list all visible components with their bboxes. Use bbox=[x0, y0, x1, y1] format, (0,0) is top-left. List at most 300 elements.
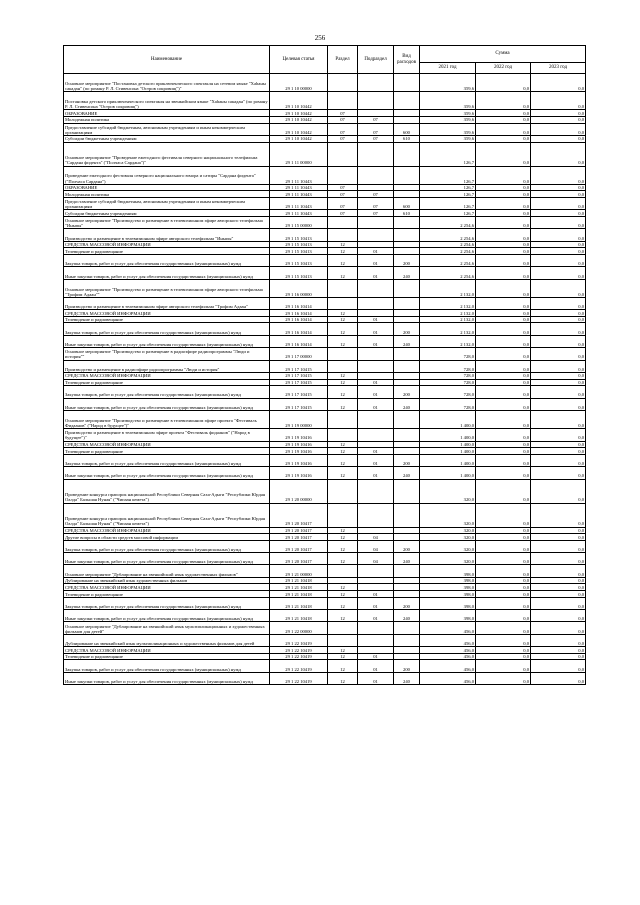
cell-subsection bbox=[358, 577, 394, 584]
table-row bbox=[64, 135, 586, 142]
cell-2021: 359,6 bbox=[420, 135, 476, 142]
table-row bbox=[64, 448, 586, 455]
cell-target: 29 1 15 00000 bbox=[270, 216, 328, 228]
cell-2022: 0,0 bbox=[476, 372, 531, 379]
cell-target: 29 1 21 10418 bbox=[270, 597, 328, 609]
cell-target: 29 1 16 10414 bbox=[270, 323, 328, 335]
cell-subsection: 01 bbox=[358, 379, 394, 386]
table-row bbox=[64, 248, 586, 255]
cell-subsection bbox=[358, 584, 394, 591]
cell-target: 29 1 16 10414 bbox=[270, 297, 328, 309]
cell-name: СРЕДСТВА МАССОВОЙ ИНФОРМАЦИИ bbox=[64, 310, 270, 317]
cell-2023: 0,0 bbox=[531, 210, 586, 217]
cell-2021: 359,6 bbox=[420, 92, 476, 110]
cell-2021: 2 254,6 bbox=[420, 254, 476, 266]
cell-subsection: 04 bbox=[358, 540, 394, 552]
table-row bbox=[64, 372, 586, 379]
cell-section bbox=[328, 479, 358, 503]
cell-2021: 728,0 bbox=[420, 372, 476, 379]
cell-expense-type bbox=[394, 297, 420, 309]
cell-section: 12 bbox=[328, 398, 358, 410]
cell-target: 29 1 21 10418 bbox=[270, 584, 328, 591]
cell-section: 12 bbox=[328, 379, 358, 386]
cell-expense-type bbox=[394, 584, 420, 591]
table-row bbox=[64, 210, 586, 217]
cell-subsection: 01 bbox=[358, 248, 394, 255]
cell-2021: 359,6 bbox=[420, 74, 476, 92]
cell-expense-type bbox=[394, 379, 420, 386]
cell-2022: 0,0 bbox=[476, 279, 531, 297]
page-number: 256 bbox=[314, 34, 326, 42]
cell-2021: 728,0 bbox=[420, 398, 476, 410]
cell-section: 07 bbox=[328, 184, 358, 191]
cell-2022: 0,0 bbox=[476, 479, 531, 503]
cell-2022: 0,0 bbox=[476, 398, 531, 410]
cell-section: 12 bbox=[328, 660, 358, 672]
cell-expense-type bbox=[394, 229, 420, 241]
cell-2023: 0,0 bbox=[531, 360, 586, 372]
cell-name: Иные закупки товаров, работ и услуг для обеспечения государственных (муниципальных) нужд bbox=[64, 672, 270, 684]
cell-expense-type: 240 bbox=[394, 267, 420, 279]
cell-name: Телевидение и радиовещание bbox=[64, 316, 270, 323]
cell-2021: 1 400,0 bbox=[420, 448, 476, 455]
cell-2021: 728,0 bbox=[420, 379, 476, 386]
cell-2021: 359,6 bbox=[420, 123, 476, 135]
header-sum: Сумма bbox=[420, 46, 586, 63]
cell-expense-type bbox=[394, 279, 420, 297]
cell-subsection: 07 bbox=[358, 197, 394, 209]
cell-2021: 359,6 bbox=[420, 116, 476, 123]
cell-2022: 0,0 bbox=[476, 216, 531, 228]
cell-target: 29 1 11 00000 bbox=[270, 142, 328, 166]
table-row bbox=[64, 634, 586, 646]
cell-section: 12 bbox=[328, 467, 358, 479]
cell-target: 29 1 17 10415 bbox=[270, 379, 328, 386]
budget-table bbox=[63, 45, 586, 685]
header-2021: 2021 год bbox=[420, 63, 476, 74]
cell-2021: 1 400,0 bbox=[420, 441, 476, 448]
cell-section: 07 bbox=[328, 135, 358, 142]
cell-2021: 2 132,0 bbox=[420, 279, 476, 297]
table-row bbox=[64, 348, 586, 360]
cell-2022: 0,0 bbox=[476, 254, 531, 266]
cell-subsection bbox=[358, 229, 394, 241]
cell-name: СРЕДСТВА МАССОВОЙ ИНФОРМАЦИИ bbox=[64, 441, 270, 448]
cell-2022: 0,0 bbox=[476, 660, 531, 672]
cell-2023: 0,0 bbox=[531, 279, 586, 297]
cell-2023: 0,0 bbox=[531, 634, 586, 646]
cell-target: 29 1 10 00000 bbox=[270, 74, 328, 92]
cell-subsection: 01 bbox=[358, 448, 394, 455]
cell-section bbox=[328, 622, 358, 634]
table-row bbox=[64, 647, 586, 654]
cell-name: Телевидение и радиовещание bbox=[64, 248, 270, 255]
cell-2021: 1 400,0 bbox=[420, 410, 476, 428]
cell-subsection: 07 bbox=[358, 191, 394, 198]
cell-subsection: 01 bbox=[358, 267, 394, 279]
cell-section bbox=[328, 142, 358, 166]
cell-section bbox=[328, 348, 358, 360]
cell-target: 29 1 22 10419 bbox=[270, 672, 328, 684]
cell-2021: 2 254,6 bbox=[420, 216, 476, 228]
cell-name: Основное мероприятие "Дублирование на эвенкийский язык мультипликационных и художественных фильмов для детей" bbox=[64, 622, 270, 634]
cell-2021: 126,7 bbox=[420, 142, 476, 166]
table-row bbox=[64, 241, 586, 248]
cell-subsection bbox=[358, 565, 394, 577]
cell-2022: 0,0 bbox=[476, 135, 531, 142]
cell-expense-type bbox=[394, 591, 420, 598]
cell-name: Иные закупки товаров, работ и услуг для обеспечения государственных (муниципальных) нужд bbox=[64, 467, 270, 479]
header-2022: 2022 год bbox=[476, 63, 531, 74]
cell-target: 29 1 10 10442 bbox=[270, 92, 328, 110]
cell-2021: 398,0 bbox=[420, 584, 476, 591]
cell-expense-type: 200 bbox=[394, 597, 420, 609]
cell-expense-type bbox=[394, 653, 420, 660]
cell-target: 29 1 17 00000 bbox=[270, 348, 328, 360]
cell-2022: 0,0 bbox=[476, 123, 531, 135]
cell-2023: 0,0 bbox=[531, 467, 586, 479]
cell-2022: 0,0 bbox=[476, 348, 531, 360]
cell-expense-type bbox=[394, 441, 420, 448]
cell-name: Постановка детского приключенческого спектакля на эвенкийском языке "Хаһаны сакадан" (по роману Р. Л. Стивенсона "Остров сокровищ") bbox=[64, 92, 270, 110]
cell-expense-type bbox=[394, 622, 420, 634]
cell-subsection bbox=[358, 634, 394, 646]
cell-target: 29 1 22 10419 bbox=[270, 653, 328, 660]
cell-2022: 0,0 bbox=[476, 597, 531, 609]
cell-subsection: 01 bbox=[358, 610, 394, 622]
cell-section: 07 bbox=[328, 110, 358, 117]
cell-section: 07 bbox=[328, 123, 358, 135]
cell-expense-type: 200 bbox=[394, 540, 420, 552]
cell-name: Молодежная политика bbox=[64, 116, 270, 123]
cell-name: Производство и размещение в телевизионном эфире авторского телефильма "Трофим Адаан" bbox=[64, 297, 270, 309]
cell-name: Иные закупки товаров, работ и услуг для обеспечения государственных (муниципальных) нужд bbox=[64, 267, 270, 279]
cell-2023: 0,0 bbox=[531, 74, 586, 92]
cell-name: Другие вопросы в области средств массовой информации bbox=[64, 534, 270, 541]
cell-2022: 0,0 bbox=[476, 448, 531, 455]
cell-section: 07 bbox=[328, 116, 358, 123]
cell-target: 29 1 22 10419 bbox=[270, 634, 328, 646]
cell-2022: 0,0 bbox=[476, 591, 531, 598]
cell-2022: 0,0 bbox=[476, 197, 531, 209]
cell-2022: 0,0 bbox=[476, 672, 531, 684]
cell-name: Проведение ежегодного фестиваля северного национального юмора и сатиры "Сардана фидента" ("Полчаса Сардана") bbox=[64, 166, 270, 184]
cell-2023: 0,0 bbox=[531, 379, 586, 386]
cell-subsection: 01 bbox=[358, 597, 394, 609]
cell-2023: 0,0 bbox=[531, 323, 586, 335]
cell-section: 12 bbox=[328, 553, 358, 565]
cell-section: 12 bbox=[328, 534, 358, 541]
cell-2022: 0,0 bbox=[476, 386, 531, 398]
cell-section: 07 bbox=[328, 191, 358, 198]
cell-2023: 0,0 bbox=[531, 348, 586, 360]
cell-section bbox=[328, 503, 358, 527]
cell-name: Производство и размещение в телевизионном эфире проекта "Фестиваль фидаанов" ("Народ в будущее")" bbox=[64, 429, 270, 441]
cell-expense-type: 240 bbox=[394, 553, 420, 565]
cell-subsection bbox=[358, 622, 394, 634]
cell-expense-type bbox=[394, 241, 420, 248]
cell-2023: 0,0 bbox=[531, 386, 586, 398]
cell-name: Иные закупки товаров, работ и услуг для обеспечения государственных (муниципальных) нужд bbox=[64, 553, 270, 565]
cell-2023: 0,0 bbox=[531, 565, 586, 577]
cell-2023: 0,0 bbox=[531, 660, 586, 672]
table-row bbox=[64, 316, 586, 323]
cell-name: СРЕДСТВА МАССОВОЙ ИНФОРМАЦИИ bbox=[64, 527, 270, 534]
cell-target: 29 1 20 10417 bbox=[270, 540, 328, 552]
cell-expense-type: 200 bbox=[394, 454, 420, 466]
cell-2023: 0,0 bbox=[531, 184, 586, 191]
cell-target: 29 1 16 10414 bbox=[270, 310, 328, 317]
table-row bbox=[64, 540, 586, 552]
cell-section bbox=[328, 429, 358, 441]
cell-expense-type bbox=[394, 116, 420, 123]
cell-target: 29 1 22 00000 bbox=[270, 622, 328, 634]
cell-target: 29 1 21 10418 bbox=[270, 591, 328, 598]
cell-subsection: 01 bbox=[358, 386, 394, 398]
table-row bbox=[64, 216, 586, 228]
cell-2022: 0,0 bbox=[476, 647, 531, 654]
cell-2022: 0,0 bbox=[476, 527, 531, 534]
cell-name: Производство и размещение в телевизионном эфире авторского телефильма "Иныпы" bbox=[64, 229, 270, 241]
cell-target: 29 1 10 10442 bbox=[270, 123, 328, 135]
cell-section bbox=[328, 634, 358, 646]
cell-2023: 0,0 bbox=[531, 540, 586, 552]
cell-name: Основное мероприятие "Производство и размещение в телевизионном эфире проекта "Фестиваль Фидаанов" ("Народ в будущее")" bbox=[64, 410, 270, 428]
cell-name: СРЕДСТВА МАССОВОЙ ИНФОРМАЦИИ bbox=[64, 241, 270, 248]
cell-subsection bbox=[358, 74, 394, 92]
cell-2022: 0,0 bbox=[476, 584, 531, 591]
cell-target: 29 1 19 10416 bbox=[270, 429, 328, 441]
table-row bbox=[64, 398, 586, 410]
cell-2023: 0,0 bbox=[531, 454, 586, 466]
cell-subsection bbox=[358, 429, 394, 441]
cell-2022: 0,0 bbox=[476, 429, 531, 441]
cell-target: 29 1 21 10418 bbox=[270, 610, 328, 622]
table-row bbox=[64, 297, 586, 309]
cell-2023: 0,0 bbox=[531, 647, 586, 654]
cell-name: Проведение конкурса прапорок национальной Республики Северная Саха-Адыги "Республики Юрдая Оалда" Бальшая Нуная" ("Чипаан кемета") bbox=[64, 503, 270, 527]
cell-target: 29 1 19 10416 bbox=[270, 467, 328, 479]
cell-section: 12 bbox=[328, 653, 358, 660]
table-row bbox=[64, 123, 586, 135]
cell-expense-type bbox=[394, 110, 420, 117]
cell-2022: 0,0 bbox=[476, 166, 531, 184]
cell-expense-type bbox=[394, 360, 420, 372]
cell-expense-type bbox=[394, 142, 420, 166]
cell-section: 12 bbox=[328, 597, 358, 609]
cell-target: 29 1 21 00000 bbox=[270, 565, 328, 577]
cell-2021: 456,0 bbox=[420, 672, 476, 684]
cell-subsection: 01 bbox=[358, 591, 394, 598]
cell-section: 12 bbox=[328, 323, 358, 335]
cell-name: СРЕДСТВА МАССОВОЙ ИНФОРМАЦИИ bbox=[64, 647, 270, 654]
cell-2021: 456,0 bbox=[420, 634, 476, 646]
cell-2021: 398,0 bbox=[420, 597, 476, 609]
cell-name: Закупка товаров, работ и услуг для обеспечения государственных (муниципальных) нужд bbox=[64, 386, 270, 398]
cell-expense-type: 200 bbox=[394, 254, 420, 266]
table-row bbox=[64, 660, 586, 672]
cell-name: Телевидение и радиовещание bbox=[64, 448, 270, 455]
table-row bbox=[64, 565, 586, 577]
cell-2023: 0,0 bbox=[531, 142, 586, 166]
cell-2023: 0,0 bbox=[531, 229, 586, 241]
cell-subsection bbox=[358, 479, 394, 503]
cell-2023: 0,0 bbox=[531, 166, 586, 184]
cell-expense-type bbox=[394, 527, 420, 534]
cell-subsection bbox=[358, 441, 394, 448]
cell-2023: 0,0 bbox=[531, 410, 586, 428]
cell-expense-type: 200 bbox=[394, 323, 420, 335]
table-row bbox=[64, 267, 586, 279]
cell-target: 29 1 20 10417 bbox=[270, 527, 328, 534]
cell-section bbox=[328, 565, 358, 577]
cell-subsection: 07 bbox=[358, 123, 394, 135]
header-subsection: Подраздел bbox=[358, 46, 394, 74]
cell-2022: 0,0 bbox=[476, 191, 531, 198]
cell-2021: 2 254,6 bbox=[420, 248, 476, 255]
cell-expense-type bbox=[394, 316, 420, 323]
cell-subsection: 01 bbox=[358, 672, 394, 684]
cell-2021: 456,0 bbox=[420, 653, 476, 660]
cell-target: 29 1 10 10442 bbox=[270, 110, 328, 117]
cell-2022: 0,0 bbox=[476, 323, 531, 335]
cell-target: 29 1 15 10413 bbox=[270, 241, 328, 248]
cell-2021: 398,0 bbox=[420, 565, 476, 577]
cell-2022: 0,0 bbox=[476, 540, 531, 552]
cell-2021: 2 132,0 bbox=[420, 297, 476, 309]
cell-2022: 0,0 bbox=[476, 310, 531, 317]
table-row bbox=[64, 653, 586, 660]
cell-2023: 0,0 bbox=[531, 672, 586, 684]
cell-name: Закупка товаров, работ и услуг для обеспечения государственных (муниципальных) нужд bbox=[64, 254, 270, 266]
table-row bbox=[64, 622, 586, 634]
cell-name: Закупка товаров, работ и услуг для обеспечения государственных (муниципальных) нужд bbox=[64, 597, 270, 609]
table-row bbox=[64, 553, 586, 565]
cell-expense-type bbox=[394, 310, 420, 317]
cell-2021: 1 400,0 bbox=[420, 429, 476, 441]
cell-2023: 0,0 bbox=[531, 372, 586, 379]
cell-name: Дублирование на эвенкийский язык художественных фильмов bbox=[64, 577, 270, 584]
cell-subsection bbox=[358, 166, 394, 184]
table-row bbox=[64, 479, 586, 503]
cell-target: 29 1 11 10443 bbox=[270, 191, 328, 198]
cell-2022: 0,0 bbox=[476, 553, 531, 565]
cell-2023: 0,0 bbox=[531, 429, 586, 441]
cell-2023: 0,0 bbox=[531, 310, 586, 317]
cell-name: ОБРАЗОВАНИЕ bbox=[64, 184, 270, 191]
cell-expense-type bbox=[394, 565, 420, 577]
cell-subsection bbox=[358, 348, 394, 360]
cell-expense-type bbox=[394, 191, 420, 198]
cell-section: 12 bbox=[328, 591, 358, 598]
cell-section: 12 bbox=[328, 335, 358, 347]
cell-expense-type: 610 bbox=[394, 210, 420, 217]
cell-2023: 0,0 bbox=[531, 116, 586, 123]
cell-subsection: 07 bbox=[358, 135, 394, 142]
cell-expense-type bbox=[394, 216, 420, 228]
table-row bbox=[64, 591, 586, 598]
cell-name: Субсидии бюджетным учреждениям bbox=[64, 135, 270, 142]
cell-2022: 0,0 bbox=[476, 335, 531, 347]
cell-expense-type bbox=[394, 634, 420, 646]
table-row bbox=[64, 467, 586, 479]
table-row bbox=[64, 254, 586, 266]
cell-name: Телевидение и радиовещание bbox=[64, 379, 270, 386]
cell-2021: 2 254,6 bbox=[420, 229, 476, 241]
cell-section: 12 bbox=[328, 310, 358, 317]
cell-name: Основное мероприятие "Проведение ежегодного фестиваля северного национального телефильма "Сардана фидента" ("Полчаса Сардана")" bbox=[64, 142, 270, 166]
cell-target: 29 1 21 10418 bbox=[270, 577, 328, 584]
cell-2023: 0,0 bbox=[531, 610, 586, 622]
cell-subsection: 01 bbox=[358, 254, 394, 266]
cell-2021: 2 132,0 bbox=[420, 316, 476, 323]
cell-name: Проведение конкурса прапорок национальной Республики Северная Саха-Адыги "Республики Юрдая Оалда" Бальшая Нуная" ("Чипаан кемета") bbox=[64, 479, 270, 503]
cell-expense-type bbox=[394, 348, 420, 360]
cell-section: 07 bbox=[328, 210, 358, 217]
cell-section: 12 bbox=[328, 386, 358, 398]
cell-section: 12 bbox=[328, 527, 358, 534]
cell-2022: 0,0 bbox=[476, 74, 531, 92]
cell-expense-type bbox=[394, 166, 420, 184]
cell-subsection bbox=[358, 279, 394, 297]
cell-target: 29 1 15 10413 bbox=[270, 267, 328, 279]
cell-expense-type bbox=[394, 429, 420, 441]
cell-2022: 0,0 bbox=[476, 467, 531, 479]
cell-2021: 359,6 bbox=[420, 110, 476, 117]
cell-section bbox=[328, 166, 358, 184]
header-expense-type: Вид расходов bbox=[394, 46, 420, 74]
cell-expense-type: 200 bbox=[394, 386, 420, 398]
cell-2022: 0,0 bbox=[476, 142, 531, 166]
cell-target: 29 1 16 10414 bbox=[270, 316, 328, 323]
cell-section bbox=[328, 410, 358, 428]
cell-section: 12 bbox=[328, 241, 358, 248]
cell-2022: 0,0 bbox=[476, 503, 531, 527]
cell-2023: 0,0 bbox=[531, 248, 586, 255]
cell-2021: 728,0 bbox=[420, 348, 476, 360]
cell-section: 12 bbox=[328, 610, 358, 622]
cell-expense-type: 240 bbox=[394, 467, 420, 479]
cell-2021: 728,0 bbox=[420, 386, 476, 398]
cell-target: 29 1 15 10413 bbox=[270, 254, 328, 266]
cell-target: 29 1 10 10442 bbox=[270, 135, 328, 142]
cell-name: Иные закупки товаров, работ и услуг для обеспечения государственных (муниципальных) нужд bbox=[64, 398, 270, 410]
cell-name: Закупка товаров, работ и услуг для обеспечения государственных (муниципальных) нужд bbox=[64, 540, 270, 552]
cell-section bbox=[328, 229, 358, 241]
cell-section: 12 bbox=[328, 448, 358, 455]
cell-target: 29 1 20 10417 bbox=[270, 534, 328, 541]
cell-target: 29 1 15 10413 bbox=[270, 248, 328, 255]
table-row bbox=[64, 379, 586, 386]
cell-2021: 728,0 bbox=[420, 360, 476, 372]
cell-name: Закупка товаров, работ и услуг для обеспечения государственных (муниципальных) нужд bbox=[64, 323, 270, 335]
cell-2023: 0,0 bbox=[531, 553, 586, 565]
cell-target: 29 1 20 00000 bbox=[270, 479, 328, 503]
cell-name: Молодежная политика bbox=[64, 191, 270, 198]
cell-name: Производство и размещение в радиоэфире радиопрограммы "Люди и история" bbox=[64, 360, 270, 372]
cell-subsection bbox=[358, 410, 394, 428]
cell-2022: 0,0 bbox=[476, 110, 531, 117]
cell-target: 29 1 11 10443 bbox=[270, 166, 328, 184]
cell-2021: 398,0 bbox=[420, 577, 476, 584]
cell-subsection bbox=[358, 110, 394, 117]
cell-2022: 0,0 bbox=[476, 248, 531, 255]
cell-target: 29 1 20 10417 bbox=[270, 503, 328, 527]
table-row bbox=[64, 429, 586, 441]
cell-section bbox=[328, 92, 358, 110]
cell-2021: 320,0 bbox=[420, 553, 476, 565]
cell-2021: 456,0 bbox=[420, 647, 476, 654]
